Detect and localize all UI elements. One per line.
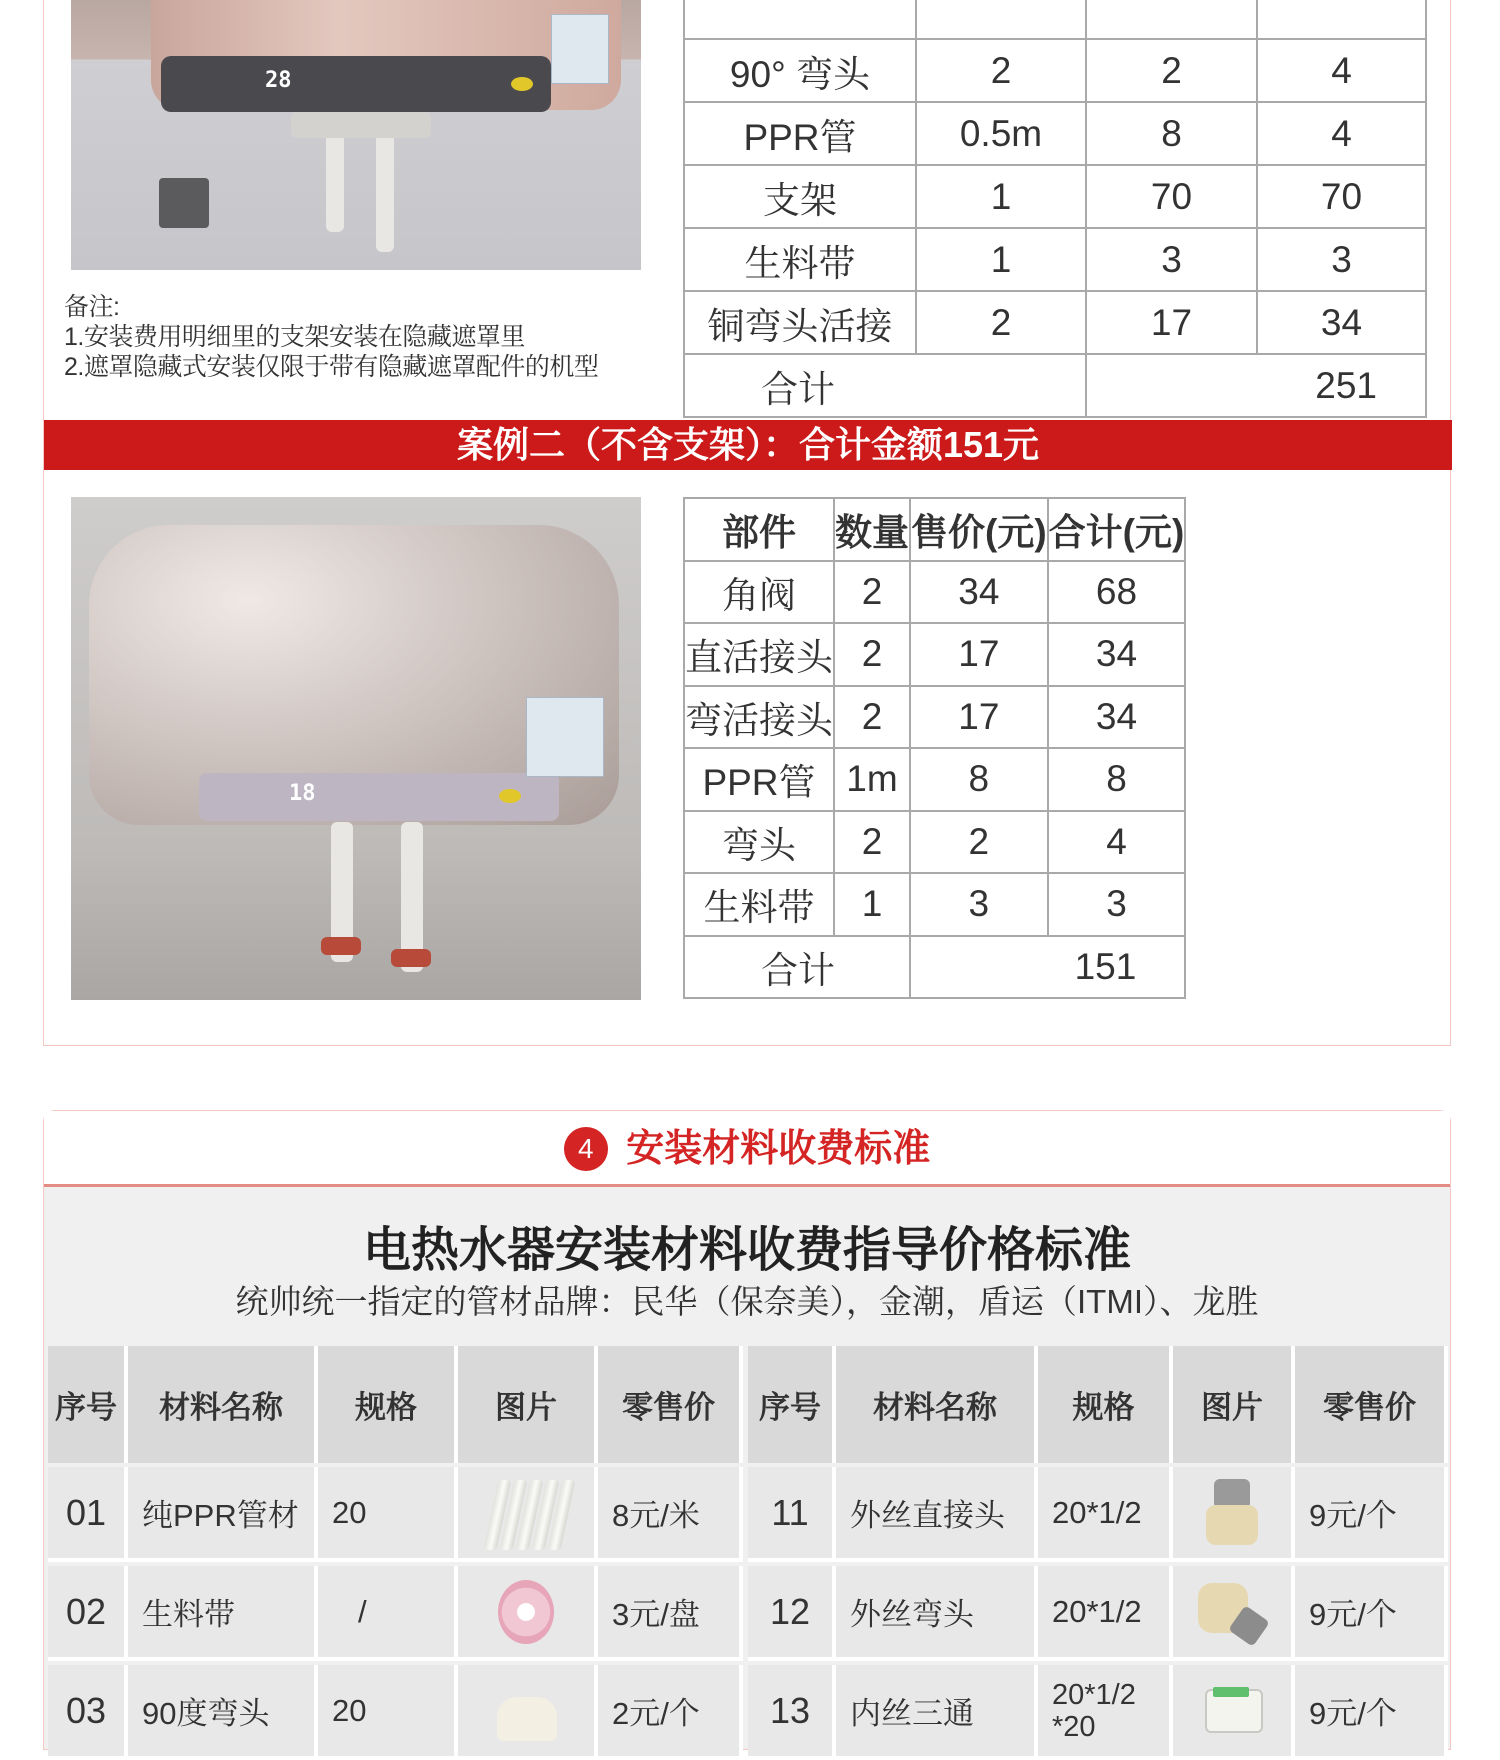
price-cell: 2	[910, 811, 1048, 874]
price-cell: 3	[1086, 228, 1257, 291]
energy-label-sticker	[526, 697, 604, 777]
price-cell: 3	[910, 873, 1048, 936]
table-row	[684, 0, 1426, 39]
price-cell: 17	[910, 686, 1048, 749]
total-cell: 70	[1257, 165, 1426, 228]
pic-cell	[458, 1566, 598, 1661]
qty-cell: 2	[834, 686, 910, 749]
pic-cell	[458, 1467, 598, 1562]
heater-control-panel	[161, 56, 551, 112]
heater-indicator-icon	[511, 77, 533, 91]
price-cell: 70	[1086, 165, 1257, 228]
pic-cell	[1173, 1665, 1295, 1760]
price-cell: 34	[910, 561, 1048, 624]
table-row	[684, 291, 1426, 354]
table-row	[684, 686, 1185, 749]
price-cell: 8元/米	[598, 1467, 743, 1562]
case1-remarks	[64, 292, 598, 382]
price-cell: 2元/个	[598, 1665, 743, 1760]
remarks-title: 备注:	[64, 293, 120, 321]
part-cell: 生料带	[684, 228, 916, 291]
section-header	[44, 1111, 1450, 1187]
header-name: 材料名称	[128, 1346, 318, 1463]
price-cell: 9元/个	[1295, 1467, 1448, 1562]
table-row	[684, 873, 1185, 936]
heater-indicator-icon	[499, 789, 521, 803]
male-elbow-icon	[1192, 1577, 1272, 1647]
idx-cell: 03	[48, 1665, 128, 1760]
sum-label: 合计	[684, 936, 910, 999]
angle-valve	[321, 937, 361, 955]
part-cell: 90° 弯头	[684, 39, 916, 102]
header-qty: 数量	[834, 498, 910, 561]
part-cell: 弯头	[684, 811, 834, 874]
case1-heater-photo	[71, 0, 641, 270]
sealing-tape-icon	[498, 1580, 554, 1644]
qty-cell: 1	[834, 873, 910, 936]
angle-valve	[391, 949, 431, 967]
price-cell: 2	[1086, 39, 1257, 102]
price-cell: 8	[1086, 102, 1257, 165]
name-cell: 生料带	[128, 1566, 318, 1661]
total-cell: 68	[1048, 561, 1186, 624]
table-row	[684, 165, 1426, 228]
total-cell: 4	[1048, 811, 1186, 874]
price-cell: 3元/盘	[598, 1566, 743, 1661]
materials-pricing-card	[43, 1110, 1451, 1750]
table-header-row	[748, 1346, 1448, 1463]
materials-subtitle: 统帅统一指定的管材品牌：民华（保奈美），金潮，盾运（ITMI）、龙胜	[235, 1283, 1259, 1320]
total-cell: 3	[1257, 228, 1426, 291]
female-tee-icon	[1197, 1681, 1267, 1741]
power-socket	[159, 178, 209, 228]
table-row	[684, 811, 1185, 874]
qty-cell: 1	[916, 165, 1086, 228]
part-cell: 支架	[684, 165, 916, 228]
price-cell: 17	[910, 623, 1048, 686]
price-cell: 8	[910, 748, 1048, 811]
materials-title: 电热水器安装材料收费指导价格标准	[362, 1224, 1131, 1277]
header-idx: 序号	[48, 1346, 128, 1463]
idx-cell: 12	[748, 1566, 836, 1661]
total-cell: 34	[1048, 686, 1186, 749]
name-cell: 外丝直接头	[836, 1467, 1038, 1562]
name-cell: 外丝弯头	[836, 1566, 1038, 1661]
table-row	[684, 623, 1185, 686]
total-cell: 3	[1048, 873, 1186, 936]
header-total: 合计(元)	[1048, 498, 1186, 561]
table-header-row	[48, 1346, 743, 1463]
ppr-pipes-icon	[481, 1476, 571, 1550]
table-row	[684, 102, 1426, 165]
sum-value: 151	[910, 936, 1185, 999]
idx-cell: 13	[748, 1665, 836, 1760]
header-price: 售价(元)	[910, 498, 1048, 561]
qty-cell: 2	[834, 623, 910, 686]
name-cell: 90度弯头	[128, 1665, 318, 1760]
pic-cell	[1173, 1467, 1295, 1562]
header-part: 部件	[684, 498, 834, 561]
spec-cell	[1038, 1665, 1173, 1760]
table-row	[48, 1665, 743, 1760]
case2-cost-table	[683, 497, 1186, 999]
qty-cell: 1m	[834, 748, 910, 811]
name-cell: 纯PPR管材	[128, 1467, 318, 1562]
spec-line: 20*1/2	[1052, 1678, 1136, 1711]
part-cell: 角阀	[684, 561, 834, 624]
pic-cell	[1173, 1566, 1295, 1661]
header-name: 材料名称	[836, 1346, 1038, 1463]
total-cell: 4	[1257, 102, 1426, 165]
section-title: 安装材料收费标准	[626, 1128, 931, 1170]
table-row	[48, 1467, 743, 1562]
sum-label: 合计	[684, 354, 1086, 417]
table-row	[48, 1566, 743, 1661]
table-row	[748, 1467, 1448, 1562]
table-header-row	[684, 498, 1185, 561]
part-cell: PPR管	[684, 748, 834, 811]
price-cell: 9元/个	[1295, 1665, 1448, 1760]
spec-line: *20	[1052, 1710, 1096, 1743]
heater-display: 28	[265, 68, 292, 93]
sum-value: 251	[1086, 354, 1426, 417]
sum-row	[684, 936, 1185, 999]
qty-cell: 1	[916, 228, 1086, 291]
heater-body	[89, 525, 619, 825]
spec-cell: 20	[318, 1665, 458, 1760]
table-row	[748, 1566, 1448, 1661]
table-row	[748, 1665, 1448, 1760]
sum-row	[684, 354, 1426, 417]
table-row	[684, 748, 1185, 811]
part-cell: 直活接头	[684, 623, 834, 686]
case1-cost-table	[683, 0, 1427, 418]
spec-cell: 20*1/2	[1038, 1566, 1173, 1661]
pipe-bracket	[291, 112, 431, 138]
total-cell: 4	[1257, 39, 1426, 102]
total-cell: 34	[1048, 623, 1186, 686]
qty-cell: 2	[834, 811, 910, 874]
part-cell: PPR管	[684, 102, 916, 165]
remark-line: 2.遮罩隐藏式安装仅限于带有隐藏遮罩配件的机型	[64, 353, 599, 381]
price-cell: 17	[1086, 291, 1257, 354]
spec-cell: /	[318, 1566, 458, 1661]
price-cell: 9元/个	[1295, 1566, 1448, 1661]
case2-banner: 案例二（不含支架）：合计金额151元	[44, 420, 1452, 470]
male-straight-connector-icon	[1200, 1475, 1264, 1551]
case2-heater-photo	[71, 497, 641, 1000]
table-row	[684, 561, 1185, 624]
qty-cell: 2	[916, 39, 1086, 102]
header-pic: 图片	[1173, 1346, 1295, 1463]
energy-label-sticker	[551, 14, 609, 84]
qty-cell: 0.5m	[916, 102, 1086, 165]
table-row	[684, 39, 1426, 102]
header-pic: 图片	[458, 1346, 598, 1463]
header-price: 零售价	[1295, 1346, 1448, 1463]
pic-cell	[458, 1665, 598, 1760]
heater-display: 18	[289, 781, 316, 806]
name-cell: 内丝三通	[836, 1665, 1038, 1760]
total-cell: 8	[1048, 748, 1186, 811]
installation-cases-card	[43, 0, 1451, 1046]
header-spec: 规格	[318, 1346, 458, 1463]
part-cell: 铜弯头活接	[684, 291, 916, 354]
idx-cell: 11	[748, 1467, 836, 1562]
total-cell: 34	[1257, 291, 1426, 354]
part-cell: 弯活接头	[684, 686, 834, 749]
idx-cell: 02	[48, 1566, 128, 1661]
section-number-badge: 4	[564, 1127, 608, 1171]
idx-cell: 01	[48, 1467, 128, 1562]
spec-cell: 20*1/2	[1038, 1467, 1173, 1562]
part-cell: 生料带	[684, 873, 834, 936]
qty-cell: 2	[916, 291, 1086, 354]
table-row	[684, 228, 1426, 291]
header-spec: 规格	[1038, 1346, 1173, 1463]
remark-line: 1.安装费用明细里的支架安装在隐藏遮罩里	[64, 323, 525, 351]
qty-cell: 2	[834, 561, 910, 624]
heater-control-panel	[199, 773, 559, 821]
header-price: 零售价	[598, 1346, 743, 1463]
header-idx: 序号	[748, 1346, 836, 1463]
elbow-fitting-icon	[491, 1681, 561, 1741]
spec-cell: 20	[318, 1467, 458, 1562]
